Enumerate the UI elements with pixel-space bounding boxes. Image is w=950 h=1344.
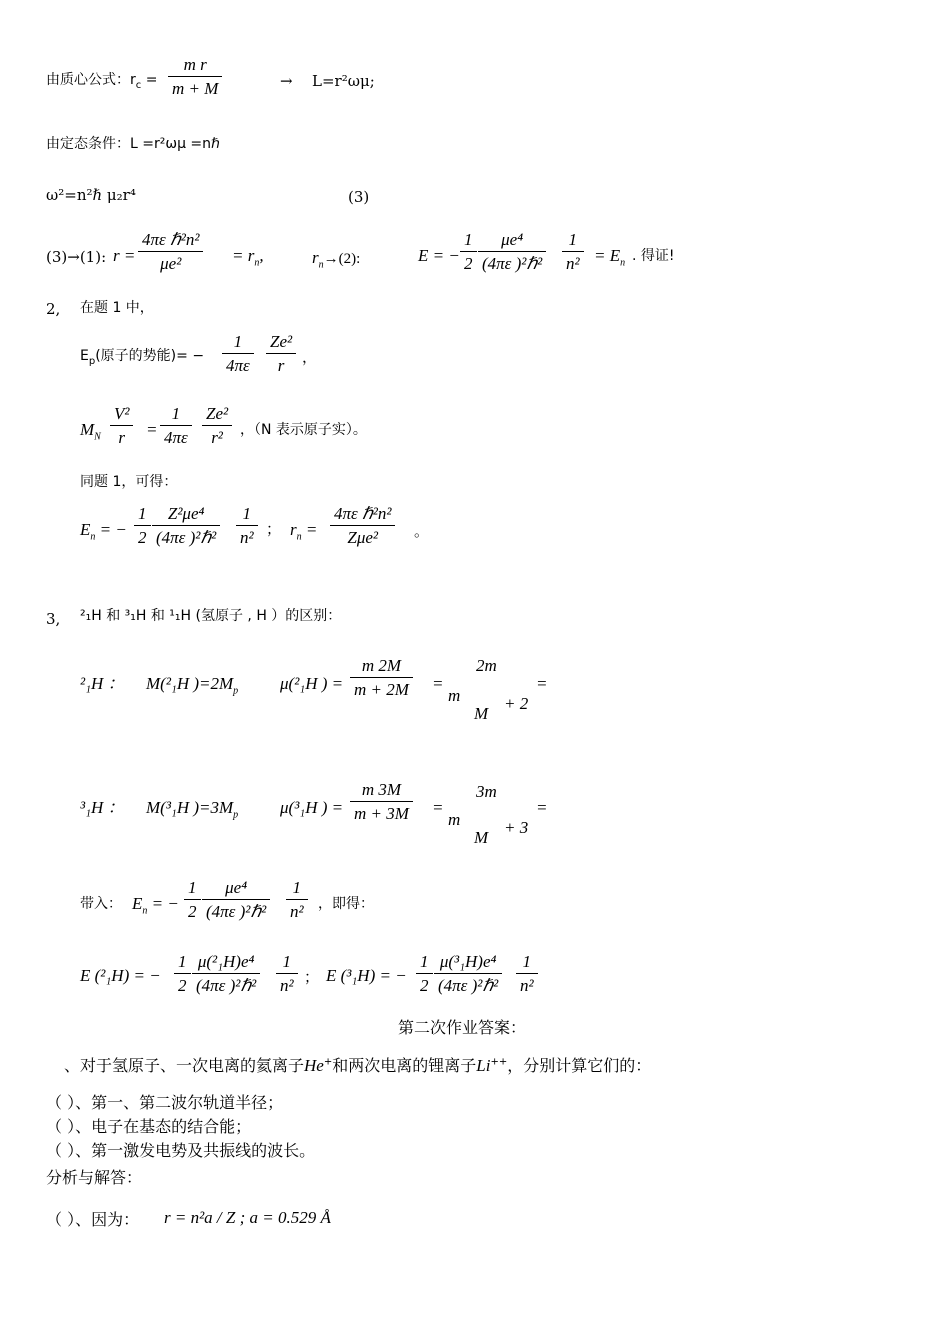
tritium-energy-fraction: μ(³₁H)e⁴ (4πε )²ℏ²: [434, 952, 502, 995]
rn-fraction: 4πε ℏ²n² Zμe²: [330, 504, 395, 547]
homework-item-3: （ ）、第一激发电势及共振线的波长。: [46, 1141, 316, 1160]
deuterium-mass: M(²₁H )$=2M_p$: [146, 674, 239, 697]
mass-label: $M_N$: [80, 420, 101, 443]
tritium-mu-label: μ(³₁H ) =: [280, 798, 344, 817]
equation-tag-3: (3): [348, 188, 370, 206]
problem-2-intro: 在题 1 中，: [80, 300, 154, 316]
deuterium-energy-fraction: μ(²₁H)e⁴ (4πε )²ℏ²: [192, 952, 260, 995]
tritium-energy-label: E (³₁H) = −: [326, 966, 407, 985]
tritium-label: ³₁H ：: [80, 798, 125, 817]
arrow-icon: →: [280, 72, 293, 90]
center-of-mass-label: 由质心公式：$r_c$ =: [46, 72, 158, 91]
rn-end: 。: [414, 522, 430, 540]
potential-fraction-1: $\frac{1}{4\pi\varepsilon}$: [222, 332, 254, 375]
force-fraction-2: $\frac{1}{4\pi\varepsilon}$: [160, 404, 192, 447]
problem-3-number: 3,: [46, 610, 61, 628]
tritium-equals-2: =: [536, 798, 548, 817]
deuterium-frac2-num: 2m: [476, 656, 497, 675]
answer-prefix: （ ）、因为：: [46, 1210, 140, 1229]
energy-equals: E = −: [418, 246, 460, 265]
rn-equals: = $r_n$,: [232, 246, 264, 269]
bohr-radius-formula: r = n²a / Z ; a = 0.529 Å: [164, 1208, 331, 1227]
radius-fraction: 4πε ℏ²n² μe²: [138, 230, 203, 273]
tritium-frac2-den-b: M: [474, 828, 489, 847]
en-main-fraction: Z²μe⁴ (4πε )²ℏ²: [152, 504, 220, 547]
energy-half-fraction: $\frac{1}{2}$: [460, 230, 477, 273]
deuterium-energy-half: $\frac{1}{2}$: [174, 952, 191, 995]
tritium-plus-3: + 3: [504, 818, 529, 837]
deuterium-mu-fraction: $\frac{m 2M}{m + 2M}$: [350, 656, 413, 699]
problem-2-number: 2,: [46, 300, 61, 318]
deuterium-energy-n: $\frac{1}{\text{n²}}$: [276, 952, 298, 995]
stationary-condition: 由定态条件：L =r²ωμ =nℏ: [46, 136, 220, 152]
nucleus-note: ，（N 表示原子实）。: [240, 422, 367, 438]
r-equals: r =: [113, 246, 136, 265]
deuterium-plus-2: + 2: [504, 694, 529, 713]
tritium-energy-half: $\frac{1}{2}$: [416, 952, 433, 995]
homework-2-title: 第二次作业答案：: [398, 1018, 527, 1037]
force-equals: =: [146, 420, 158, 439]
substitute-half: $\frac{1}{2}$: [184, 878, 201, 921]
analysis-heading: 分析与解答：: [46, 1168, 143, 1187]
en-half-fraction: $\frac{1}{2}$: [134, 504, 151, 547]
substitute-end: ，即得：: [318, 896, 374, 912]
homework-item-2: （ ）、电子在基态的结合能；: [46, 1117, 252, 1136]
substitution-label: (3)→(1):: [46, 248, 107, 266]
substitute-label: 带入：: [80, 896, 122, 912]
tritium-mass: M(³₁H )$=3M_p$: [146, 798, 239, 821]
tritium-mu-fraction: $\frac{m 3M}{m + 3M}$: [350, 780, 413, 823]
en-n-fraction: $\frac{1}{\text{n²}}$: [236, 504, 258, 547]
energy-en: = $E_n$: [594, 246, 626, 269]
deuterium-frac2-den-b: M: [474, 704, 489, 723]
substitute-main-fraction: μe⁴ (4πε )²ℏ²: [202, 878, 270, 921]
rn-to-2: $r_n\to(2)$:: [312, 248, 361, 271]
deuterium-frac2-den-a: m: [448, 686, 461, 705]
deuterium-equals-1: =: [432, 674, 444, 693]
angular-momentum-result: L=r²ωμ;: [312, 72, 375, 90]
deuterium-equals-2: =: [536, 674, 548, 693]
substitute-n-fraction: $\frac{1}{\text{n²}}$: [286, 878, 308, 921]
center-of-mass-fraction: $\frac{\text{m r}}{m + M}$: [168, 55, 222, 98]
energy-separator: ；: [304, 968, 320, 986]
potential-fraction-2: $\frac{\text{Ze²}}{r}$: [266, 332, 296, 375]
deuterium-energy-label: E (²₁H) = −: [80, 966, 161, 985]
omega-formula: ω²=n²ℏ μ₂r⁴: [46, 186, 136, 204]
energy-n-fraction: $\frac{1}{\text{n²}}$: [562, 230, 584, 273]
en-separator: ；: [266, 520, 282, 538]
deuterium-label: ²₁H ：: [80, 674, 125, 693]
tritium-frac2-num: 3m: [476, 782, 497, 801]
rn-label: $r_n$ =: [290, 520, 318, 543]
deuterium-mu-label: μ(²₁H ) =: [280, 674, 344, 693]
tritium-frac2-den-a: m: [448, 810, 461, 829]
proved-text: . 得证!: [632, 248, 675, 264]
en-label: $E_n$ = −: [80, 520, 127, 543]
homework-question: 、对于氢原子、一次电离的氦离子He+和两次电离的锂离子Li++，分别计算它们的：: [64, 1056, 652, 1075]
potential-energy-label: $E_p$(原子的势能)= −: [80, 348, 205, 367]
homework-item-1: （ ）、第一、第二波尔轨道半径；: [46, 1093, 284, 1112]
potential-comma: ，: [302, 348, 318, 366]
force-fraction-1: $\frac{\text{V²}}{r}$: [110, 404, 133, 447]
isotope-heading: ²₁H 和 ³₁H 和 ¹₁H (氢原子 , H ）的区别：: [80, 608, 342, 624]
tritium-energy-n: $\frac{1}{\text{n²}}$: [516, 952, 538, 995]
same-as-problem-1: 同题 1，可得：: [80, 474, 178, 490]
force-fraction-3: $\frac{\text{Ze²}}{\text{r²}}$: [202, 404, 232, 447]
energy-main-fraction: μe⁴ (4πε )²ℏ²: [478, 230, 546, 273]
tritium-equals-1: =: [432, 798, 444, 817]
substitute-E: $E_n$ = −: [132, 894, 179, 917]
